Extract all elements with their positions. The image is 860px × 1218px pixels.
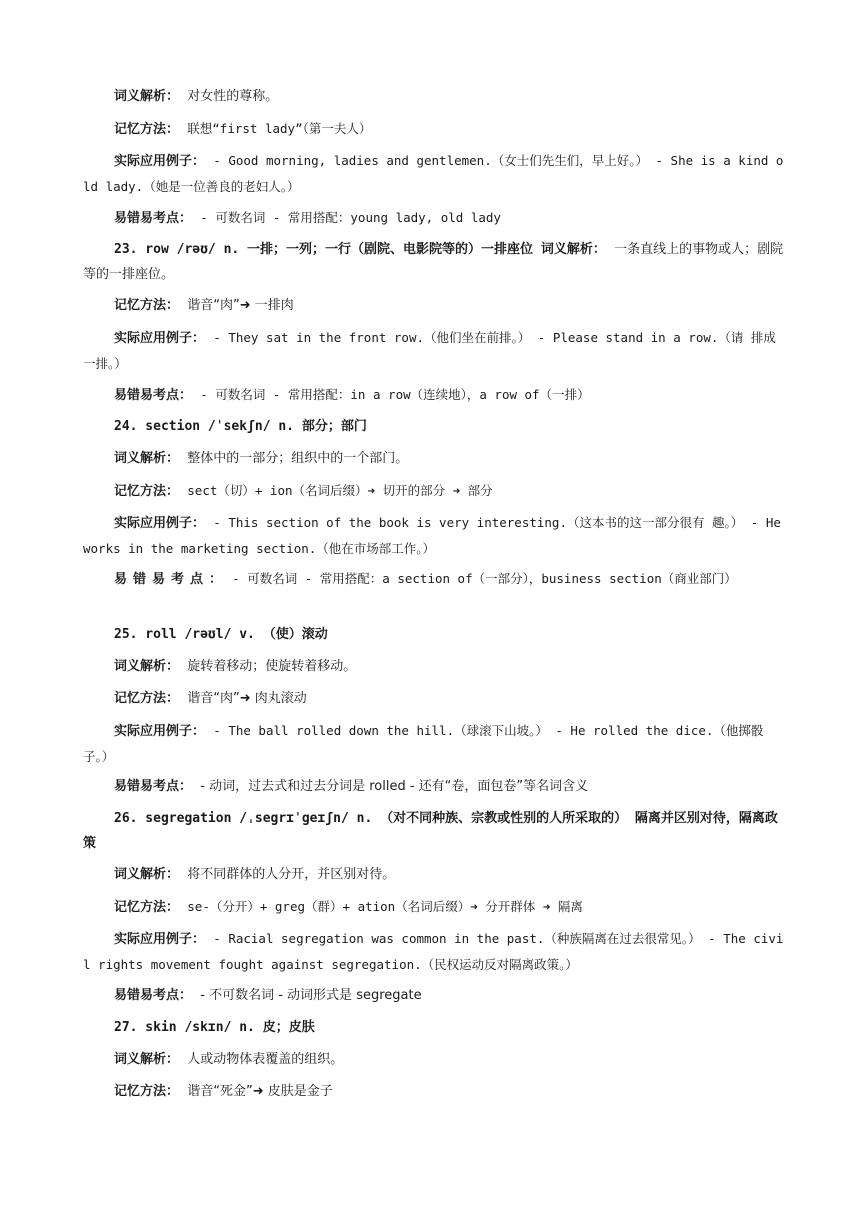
pitfall-row (83, 205, 787, 231)
meaning-row (83, 654, 787, 679)
pitfall-label: 易错易考点： (114, 211, 193, 226)
memory-label: 记忆方法： (114, 298, 180, 313)
memory-text: 谐音“肉”➜ 一排肉 (187, 298, 294, 313)
examples-text: - This section of the book is very interesting.（这本书的这一部分很有 趣。） - He works in the marketing section.（他在市场部工作。） (83, 515, 781, 556)
examples-text: - They sat in the front row.（他们坐在前排。） - Please stand in a row.（请 排成一排。） (83, 330, 776, 371)
memory-row (83, 478, 787, 504)
meaning-label: 词义解析： (114, 659, 180, 674)
entry-heading: 27. skin /skɪn/ n. 皮；皮肤 (114, 1020, 315, 1035)
pitfall-row (83, 566, 787, 592)
entry-heading-row (83, 1015, 787, 1040)
examples-row (83, 718, 787, 770)
meaning-label: 词义解析： (114, 89, 180, 104)
pitfall-label: 易错易考点： (114, 779, 193, 794)
examples-row (83, 148, 787, 200)
examples-label: 实际应用例子： (114, 724, 206, 739)
entry-heading: 26. segregation /ˌsegrɪˈgeɪʃn/ n. （对不同种族、宗教或性别的人所采取的） 隔离并区别对待，隔离政策 (83, 811, 778, 851)
meaning-text: 人或动物体表覆盖的组织。 (187, 1052, 344, 1067)
meaning-label: 词义解析： (114, 1052, 180, 1067)
memory-row (83, 1079, 787, 1104)
entry-heading: 23. row /rəʊ/ n. 一排；一列；一行（剧院、电影院等的）一排座位 词义解析： (114, 242, 606, 257)
pitfall-text: - 可数名词 - 常用搭配：a section of（一部分），business section（商业部门） (232, 571, 737, 586)
examples-row (83, 510, 787, 562)
entry-heading-row (83, 414, 787, 439)
examples-text: - Racial segregation was common in the past.（种族隔离在过去很常见。） - The civil rights movement fought against segregation.（民权运动反对隔离政策。） (83, 931, 784, 972)
memory-label: 记忆方法： (114, 1084, 180, 1099)
memory-label: 记忆方法： (114, 122, 180, 137)
meaning-text: 将不同群体的人分开，并区别对待。 (187, 867, 396, 882)
meaning-row (83, 1047, 787, 1072)
memory-text: 谐音“死金”➜ 皮肤是金子 (187, 1084, 333, 1099)
pitfall-text: - 动词，过去式和过去分词是 rolled - 还有“卷，面包卷”等名词含义 (200, 779, 589, 794)
examples-row (83, 926, 787, 978)
meaning-row (83, 446, 787, 471)
examples-label: 实际应用例子： (114, 154, 206, 169)
entry-heading-row (83, 237, 787, 287)
examples-label: 实际应用例子： (114, 516, 206, 531)
meaning-text: 整体中的一部分；组织中的一个部门。 (187, 451, 409, 466)
pitfall-row (83, 983, 787, 1008)
meaning-label: 词义解析： (114, 451, 180, 466)
examples-label: 实际应用例子： (114, 932, 206, 947)
examples-text: - Good morning, ladies and gentlemen.（女士们先生们，早上好。） - She is a kind old lady.（她是一位善良的老妇人。） (83, 153, 784, 194)
memory-text: sect（切）+ ion（名词后缀）➜ 切开的部分 ➜ 部分 (187, 483, 493, 498)
examples-text: - The ball rolled down the hill.（球滚下山坡。） - He rolled the dice.（他掷骰子。） (83, 723, 764, 764)
examples-row (83, 325, 787, 377)
memory-label: 记忆方法： (114, 691, 180, 706)
pitfall-label: 易错易考点： (114, 988, 193, 1003)
pitfall-text: - 不可数名词 - 动词形式是 segregate (200, 988, 422, 1003)
memory-label: 记忆方法： (114, 484, 180, 499)
meaning-label: 词义解析： (114, 867, 180, 882)
memory-text: 联想“first lady”（第一夫人） (187, 121, 372, 136)
pitfall-label: 易错易考点： (114, 572, 229, 587)
memory-label: 记忆方法： (114, 900, 180, 915)
memory-row (83, 894, 787, 920)
memory-row (83, 686, 787, 711)
pitfall-row (83, 774, 787, 799)
meaning-text: 对女性的尊称。 (187, 89, 279, 104)
meaning-text: 一条直线上的事物或人；剧院等的一排座位。 (83, 242, 784, 282)
entry-heading-row (83, 806, 787, 856)
memory-text: 谐音“肉”➜ 肉丸滚动 (187, 691, 307, 706)
pitfall-label: 易错易考点： (114, 388, 193, 403)
meaning-text: 旋转着移动；使旋转着移动。 (187, 659, 357, 674)
meaning-row (83, 862, 787, 887)
entry-heading: 25. roll /rəʊl/ v. （使）滚动 (114, 627, 328, 642)
meaning-row (83, 84, 787, 109)
memory-row (83, 293, 787, 318)
examples-label: 实际应用例子： (114, 331, 206, 346)
entry-heading: 24. section /ˈsekʃn/ n. 部分；部门 (114, 419, 367, 434)
entry-heading-row (83, 622, 787, 647)
pitfall-text: - 可数名词 - 常用搭配：young lady, old lady (200, 210, 501, 225)
pitfall-text: - 可数名词 - 常用搭配：in a row（连续地），a row of（一排） (200, 387, 590, 402)
memory-row (83, 116, 787, 142)
pitfall-row (83, 382, 787, 408)
memory-text: se-（分开）+ greg（群）+ ation（名词后缀）➜ 分开群体 ➜ 隔离 (187, 899, 583, 914)
